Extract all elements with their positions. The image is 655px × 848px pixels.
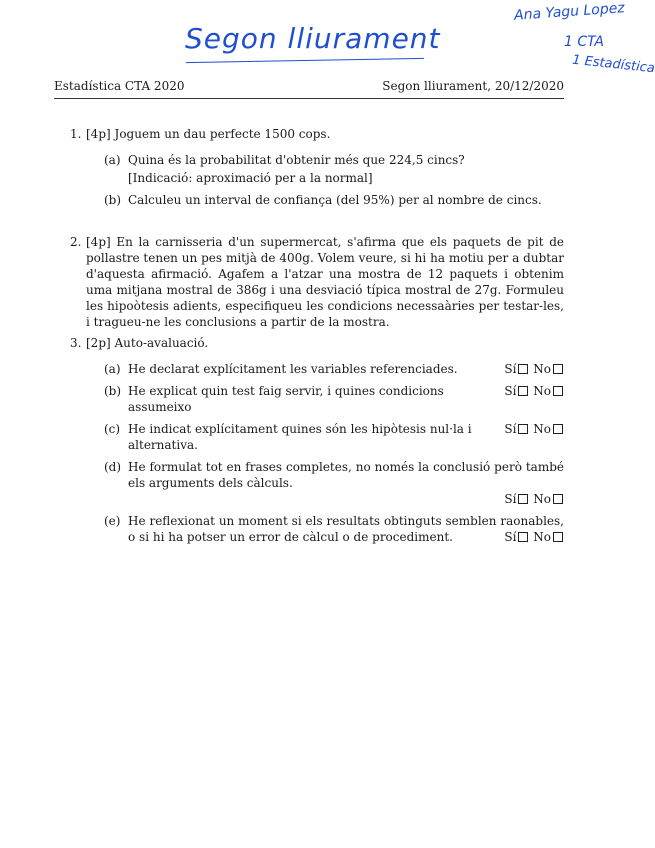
question-text: Auto-avaluació. — [114, 336, 209, 350]
handwritten-class-group: 1 CTA — [564, 34, 604, 50]
question-text: En la carnisseria d'un supermercat, s'afirma que els paquets de pit de pollastre tenen un pes mitjà de 400g. Volem veure, si hi ha motiu per a dubtar d'aquesta afirmació. Agafem a l'atzar una mostra de 12 paquets i obtenim uma mitjana mostral de 386g i una desviació típica mostral de 27g. Formuleu les hipoòtesis adients, especifiqueu les condicions necessaàries per testar-les, i tragueu-ne les conclusions a partir de la mostra. — [86, 235, 564, 329]
header-course: Estadística CTA 2020 — [54, 79, 185, 93]
subquestion-text: Calculeu un interval de confiança (del 95%) per al nombre de cincs. — [128, 193, 542, 207]
yes-checkbox[interactable] — [518, 532, 528, 542]
yes-checkbox[interactable] — [518, 386, 528, 396]
subquestion-text: Quina és la probabilitat d'obtenir més que 224,5 cincs? — [128, 153, 465, 167]
question-points: [2p] — [86, 336, 111, 350]
subquestion-1b: (b) Calculeu un interval de confiança (del 95%) per al nombre de cincs. — [104, 192, 564, 208]
subquestion-hint: [Indicació: aproximació per a la normal] — [128, 171, 373, 185]
question-1 — [70, 126, 564, 208]
question-3 — [70, 335, 564, 545]
checklist-item: (d) He formulat tot en frases completes, no només la conclusió però també els arguments dels càlculs. Sí No — [104, 460, 564, 506]
page-header — [54, 79, 564, 93]
no-checkbox[interactable] — [553, 494, 563, 504]
no-checkbox[interactable] — [553, 364, 563, 374]
checklist-text: He reflexionat un moment si els resultats obtinguts semblen raonables, o si hi ha potser un error de càlcul o de procediment. — [128, 514, 564, 544]
subquestion-1a: (a) Quina és la probabilitat d'obtenir més que 224,5 cincs? [Indicació: aproximació per a la normal] — [104, 152, 564, 186]
question-points: [4p] — [86, 235, 111, 249]
header-assignment: Segon lliurament, 20/12/2020 — [382, 79, 564, 93]
handwritten-student-name: Ana Yagu Lopez — [513, 0, 626, 24]
checklist-item: (a) He declarat explícitament les variables referenciades. Sí No — [104, 361, 564, 377]
checklist-text: He indicat explícitament quines són les hipòtesis nul·la i alternativa. — [128, 422, 472, 452]
no-checkbox[interactable] — [553, 386, 563, 396]
checklist-item: (b) He explicat quin test faig servir, i quines condicions assumeixo Sí No — [104, 383, 564, 415]
handwritten-title: Segon lliurament — [185, 22, 441, 55]
checklist-text: He declarat explícitament les variables referenciades. — [128, 362, 458, 376]
question-points: [4p] — [86, 127, 111, 141]
checklist-text: He explicat quin test faig servir, i quines condicions assumeixo — [128, 384, 444, 414]
no-checkbox[interactable] — [553, 532, 563, 542]
handwritten-title-underline — [186, 58, 424, 63]
question-2 — [70, 234, 564, 330]
yes-checkbox[interactable] — [518, 364, 528, 374]
checklist-text: He formulat tot en frases completes, no només la conclusió però també els arguments dels càlculs. — [128, 460, 564, 490]
yes-checkbox[interactable] — [518, 494, 528, 504]
question-text: Joguem un dau perfecte 1500 cops. — [114, 127, 331, 141]
question-number: 3. — [70, 336, 82, 350]
question-number: 2. — [70, 235, 82, 249]
no-checkbox[interactable] — [553, 424, 563, 434]
checklist-item: (c) He indicat explícitament quines són les hipòtesis nul·la i alternativa. Sí No — [104, 421, 564, 453]
header-rule — [54, 98, 564, 99]
yes-checkbox[interactable] — [518, 424, 528, 434]
question-number: 1. — [70, 127, 82, 141]
checklist-item: (e) He reflexionat un moment si els resultats obtinguts semblen raonables, o si hi ha potser un error de càlcul o de procediment. Sí No — [104, 514, 564, 544]
handwritten-subject: 1 Estadística — [571, 52, 655, 77]
